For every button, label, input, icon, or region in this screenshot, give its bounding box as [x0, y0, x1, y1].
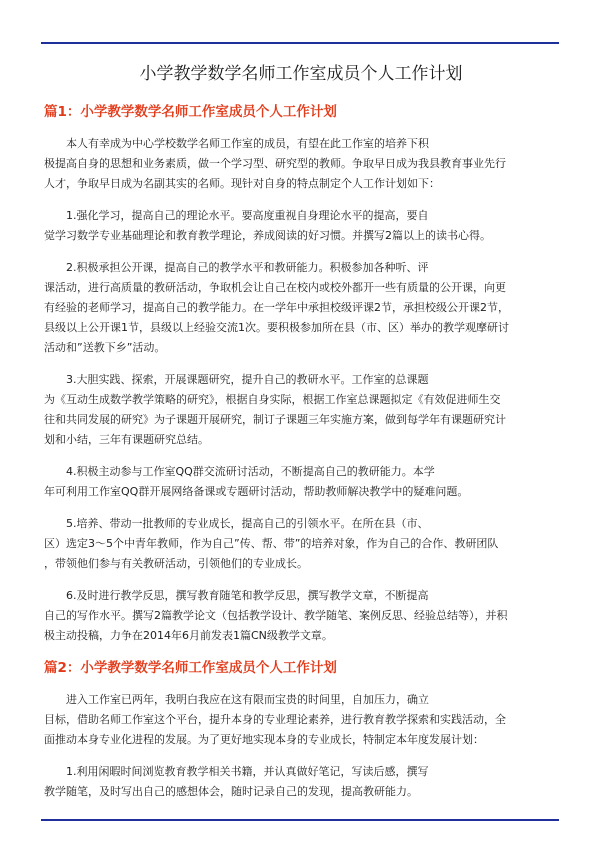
section-2-paragraph-1: 1.利用闲暇时间浏览教育教学相关书籍，并认真做好笔记，写读后感，撰写 教学随笔，及时写出自己的感想体会，随时记录自己的发现，提高教研能力。	[44, 765, 429, 798]
top-divider	[41, 42, 559, 44]
section-1-paragraph-2: 2.积极承担公开课，提高自己的教学水平和教研能力。积极参加各种听、评 课活动，进行高质量的教研活动，争取机会让自己在校内或校外都开一些有质量的公开课，向更 有经验的老师学习，提高自己的教学能力。在一学年中承担校级评课2节，承担校级公开课2节， 县级以上公开课1节，县级以上经验交流1次。要积极参加所在县（市、区）举办的教学观摩研讨 活动和”送教下乡”活动。	[44, 261, 509, 354]
document-title: 小学教学数学名师工作室成员个人工作计划	[139, 64, 463, 84]
section-1-heading: 篇1：小学教学数学名师工作室成员个人工作计划	[44, 104, 337, 120]
section-1-paragraph-5: 5.培养、带动一批教师的专业成长，提高自己的引领水平。在所在县（市、 区）选定3～5个中青年教师，作为自己”传、帮、带”的培养对象，作为自己的合作、教研团队 ，带领他们参与有关教研活动，引领他们的专业成长。	[44, 517, 499, 570]
document-body	[44, 62, 558, 814]
section-1-paragraph-1: 1.强化学习，提高自己的理论水平。要高度重视自身理论水平的提高，要自 觉学习数学专业基础理论和教育教学理论，养成阅读的好习惯。并撰写2篇以上的读书心得。	[44, 209, 491, 242]
section-2-paragraph-intro: 进入工作室已两年，我明白我应在这有限而宝贵的时间里，自加压力，确立 目标，借助名师工作室这个平台，提升本身的专业理论素养，进行教育教学探索和实践活动，全 面推动本身专业化进程的发展。为了更好地实现本身的专业成长，特制定本年度发展计划：	[44, 693, 506, 746]
bottom-divider	[41, 819, 559, 821]
section-1-paragraph-6: 6.及时进行教学反思，撰写教育随笔和教学反思，撰写教学文章，不断提高 自己的写作水平。撰写2篇教学论文（包括教学设计、教学随笔、案例反思、经验总结等），并积 极主动投稿，力争在2014年6月前发表1篇CN级教学文章。	[44, 589, 508, 642]
section-1-paragraph-intro: 本人有幸成为中心学校数学名师工作室的成员，有望在此工作室的培养下积 极提高自身的思想和业务素质，做一个学习型、研究型的教师。争取早日成为我县教育事业先行 人才，争取早日成为名副其实的名师。现针对自身的特点制定个人工作计划如下：	[44, 137, 506, 190]
section-1-paragraph-4: 4.积极主动参与工作室QQ群交流研讨活动，不断提高自己的教研能力。本学 年可利用工作室QQ群开展网络备课或专题研讨活动，帮助教师解决教学中的疑难问题。	[44, 465, 469, 498]
section-2-heading: 篇2：小学教学数学名师工作室成员个人工作计划	[44, 660, 337, 676]
section-1-paragraph-3: 3.大胆实践、探索，开展课题研究，提升自己的教研水平。工作室的总课题 为《互动生成数学教学策略的研究》，根据自身实际，根据工作室总课题拟定《有效促进师生交 往和共同发展的研究》为子课题开展研究，制订子课题三年实施方案，做到每学年有课题研究计 划和小结，三年有课题研究总结。	[44, 373, 506, 446]
